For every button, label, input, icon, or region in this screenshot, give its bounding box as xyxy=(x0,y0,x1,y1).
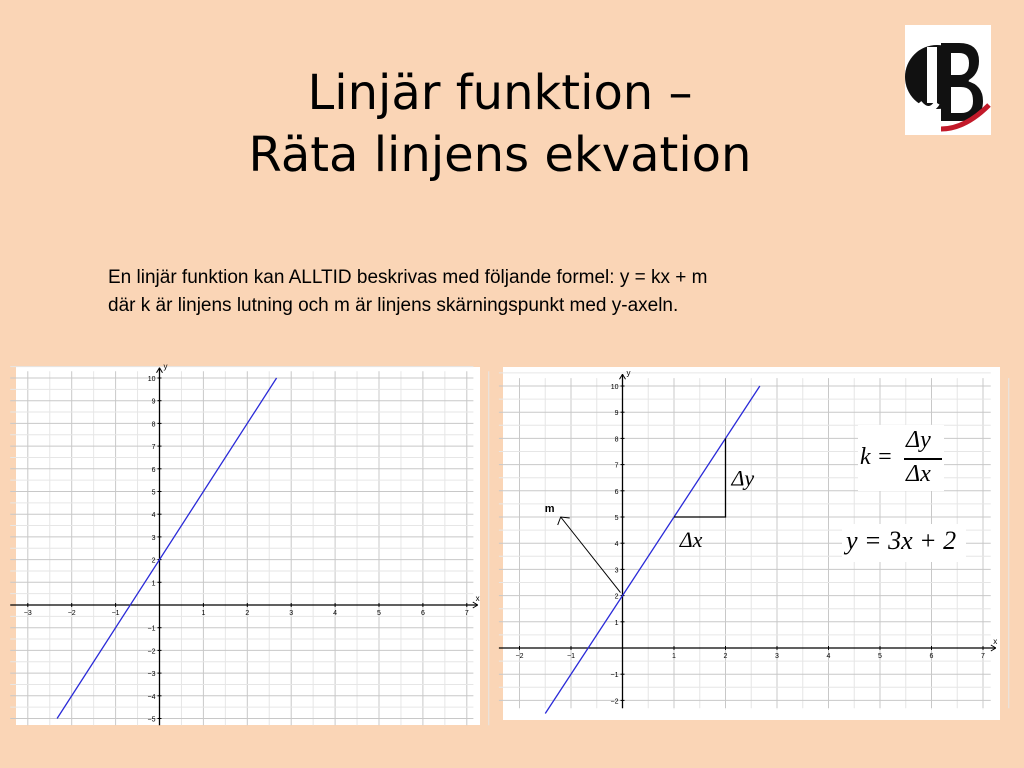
slope-formula-fraction-bar xyxy=(904,458,942,460)
slope-formula-numerator: Δy xyxy=(906,427,931,453)
graph-right-x-tick-label: 2 xyxy=(723,653,728,660)
slope-formula xyxy=(858,425,944,491)
equation-text: y = 3x + 2 xyxy=(846,526,957,555)
graph-left-y-tick-label: 9 xyxy=(151,398,156,406)
graph-right-y-tick-label: 10 xyxy=(610,384,619,391)
graph-left xyxy=(16,361,480,725)
graph-left-y-tick-label: −3 xyxy=(147,671,156,679)
graph-left-y-tick-label: 1 xyxy=(151,580,156,588)
graph-right-x-tick-label: −1 xyxy=(567,653,575,660)
graph-left-y-tick-label: 3 xyxy=(151,534,156,542)
m-pointer-line xyxy=(561,517,621,593)
graph-right-y-tick-label: 7 xyxy=(614,462,619,470)
graph-left-x-tick-label: 6 xyxy=(420,610,425,617)
graph-left-y-tick-label: 5 xyxy=(151,489,156,497)
graph-right-y-tick-label: 6 xyxy=(614,488,619,496)
slope-formula-lhs: k = xyxy=(860,444,893,470)
graph-left-x-tick-label: 1 xyxy=(201,610,206,617)
graph-left-y-tick-label: −1 xyxy=(147,625,156,633)
jb-logo xyxy=(905,25,991,135)
graph-left-x-tick-label: 4 xyxy=(333,610,338,617)
equation-formula xyxy=(842,524,966,562)
slide-title xyxy=(0,62,1000,186)
graph-right-x-axis-label: x xyxy=(993,637,998,646)
graph-left-svg xyxy=(16,361,480,725)
graph-right-x-tick-label: 7 xyxy=(981,653,985,660)
delta-y-label: Δy xyxy=(731,465,755,491)
description-line-1: En linjär funktion kan ALLTID beskrivas med följande formel: y = kx + m xyxy=(108,267,708,288)
graph-right-y-tick-label: 5 xyxy=(614,515,619,522)
graph-left-y-tick-label: −2 xyxy=(147,648,156,656)
graph-left-x-tick-label: −2 xyxy=(67,610,76,617)
delta-x-label: Δx xyxy=(679,527,703,552)
graph-left-y-tick-label: 10 xyxy=(147,376,156,383)
graph-right-y-tick-label: 8 xyxy=(614,436,619,444)
slope-formula-denominator: Δx xyxy=(906,461,931,487)
graph-left-x-tick-label: 5 xyxy=(377,610,381,617)
graph-left-x-tick-label: 3 xyxy=(289,610,294,617)
graph-left-x-tick-label: 2 xyxy=(245,610,250,617)
graph-right-y-tick-label: 2 xyxy=(614,593,619,601)
graph-right-x-tick-label: 4 xyxy=(826,653,831,660)
graph-right-y-tick-label: −1 xyxy=(610,672,619,680)
graph-left-y-tick-label: 7 xyxy=(151,444,156,452)
graph-left-x-axis-label: x xyxy=(475,594,480,603)
title-line-2: Räta linjens ekvation xyxy=(248,127,752,183)
graph-right-y-tick-label: 9 xyxy=(614,410,619,418)
graph-left-y-axis-label: y xyxy=(163,361,168,371)
m-label: m xyxy=(544,503,555,515)
graph-left-x-tick-label: −3 xyxy=(23,610,32,617)
graph-left-y-tick-label: 2 xyxy=(151,557,156,565)
graph-right-x-tick-label: 5 xyxy=(878,653,882,660)
graph-right-y-axis-label: y xyxy=(626,368,631,378)
description-text xyxy=(108,264,908,320)
graph-right-x-tick-label: 3 xyxy=(775,653,779,660)
title-line-1: Linjär funktion – xyxy=(307,65,693,121)
graph-right-x-tick-label: −2 xyxy=(515,653,524,660)
graph-right-x-tick-label: 1 xyxy=(672,653,676,660)
graph-left-y-tick-label: 8 xyxy=(151,421,156,429)
graph-right-series-line xyxy=(545,386,760,714)
graph-left-x-tick-label: −1 xyxy=(111,610,120,617)
graph-left-y-tick-label: 4 xyxy=(151,512,156,520)
graph-right-y-tick-label: −2 xyxy=(610,698,619,706)
graph-right-y-tick-label: 3 xyxy=(614,567,619,575)
graph-left-y-tick-label: 6 xyxy=(151,466,156,474)
graph-right-y-tick-label: 4 xyxy=(614,541,619,549)
graph-left-y-tick-label: −5 xyxy=(147,716,156,724)
graph-left-y-tick-label: −4 xyxy=(147,693,156,701)
graph-left-x-tick-label: 7 xyxy=(464,610,469,617)
graph-right-x-tick-label: 6 xyxy=(929,653,934,660)
description-line-2: där k är linjens lutning och m är linjens skärningspunkt med y-axeln. xyxy=(108,295,679,316)
graph-right-y-tick-label: 1 xyxy=(614,619,619,627)
jb-logo-icon xyxy=(905,25,991,135)
